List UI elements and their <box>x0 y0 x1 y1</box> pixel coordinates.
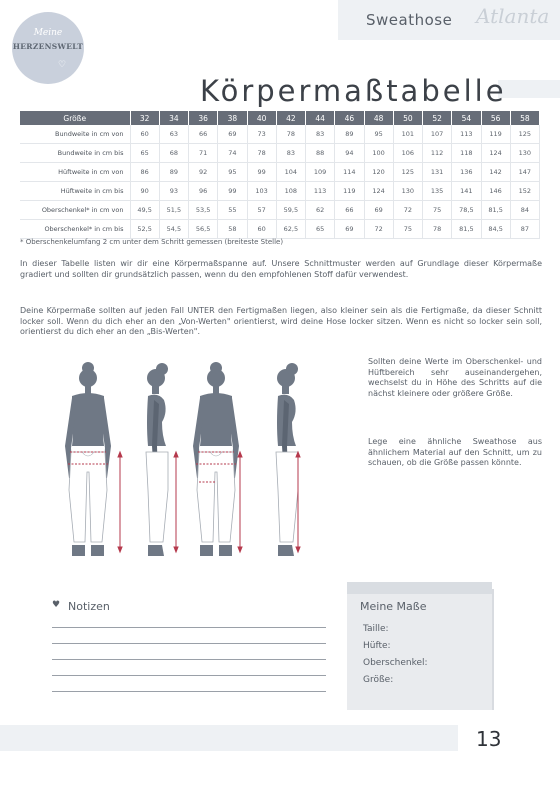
table-cell: 101 <box>393 125 422 144</box>
table-cell: 99 <box>247 163 276 182</box>
logo-heart-icon: ♡ <box>58 60 67 70</box>
footnote: * Oberschenkelumfang 2 cm unter dem Schritt gemessen (breiteste Stelle) <box>20 238 284 246</box>
thigh-hip-advice: Sollten deine Werte im Oberschenkel- und Hüftbereich sehr auseinandergehen, wechselst du in Höhe des Schritts auf die nächst kleinere oder größere Größe. <box>368 357 542 398</box>
table-cell: 72 <box>364 220 393 239</box>
table-cell: 55 <box>218 201 247 220</box>
table-cell: 125 <box>510 125 539 144</box>
table-cell: 94 <box>335 144 364 163</box>
row-label: Bundweite in cm von <box>20 125 130 144</box>
size-header-cell: 44 <box>306 111 335 125</box>
page-number: 13 <box>476 727 502 751</box>
table-cell: 75 <box>393 220 422 239</box>
table-cell: 113 <box>452 125 481 144</box>
size-header-cell: 36 <box>189 111 218 125</box>
size-header-cell: 34 <box>159 111 188 125</box>
table-cell: 130 <box>510 144 539 163</box>
waist-field[interactable]: Taille: <box>363 624 389 634</box>
row-label: Oberschenkel* in cm von <box>20 201 130 220</box>
table-cell: 95 <box>218 163 247 182</box>
table-cell: 60 <box>247 220 276 239</box>
table-cell: 53,5 <box>189 201 218 220</box>
table-cell: 124 <box>481 144 510 163</box>
table-cell: 119 <box>481 125 510 144</box>
table-cell: 69 <box>335 220 364 239</box>
title-decoration <box>498 80 560 98</box>
note-line[interactable] <box>52 659 326 660</box>
table-header-row <box>20 111 540 125</box>
page-title: Körpermaßtabelle <box>200 74 507 108</box>
table-cell: 69 <box>364 201 393 220</box>
table-cell: 58 <box>218 220 247 239</box>
table-cell: 147 <box>510 163 539 182</box>
table-row <box>20 144 540 163</box>
table-cell: 88 <box>306 144 335 163</box>
table-row <box>20 182 540 201</box>
table-cell: 81,5 <box>481 201 510 220</box>
table-cell: 114 <box>335 163 364 182</box>
table-cell: 109 <box>306 163 335 182</box>
table-cell: 112 <box>423 144 452 163</box>
pattern-name: Sweathose <box>366 11 453 29</box>
logo-main-text: HERZENSWELT <box>12 42 84 51</box>
size-header-label: Größe <box>20 111 130 125</box>
row-label: Oberschenkel* in cm bis <box>20 220 130 239</box>
table-cell: 66 <box>335 201 364 220</box>
body-measurement-illustration <box>58 360 308 570</box>
table-cell: 59,5 <box>276 201 305 220</box>
hip-field[interactable]: Hüfte: <box>363 641 391 651</box>
size-header-cell: 32 <box>130 111 159 125</box>
table-cell: 60 <box>130 125 159 144</box>
table-cell: 65 <box>130 144 159 163</box>
table-cell: 78,5 <box>452 201 481 220</box>
table-cell: 118 <box>452 144 481 163</box>
intro-paragraph: In dieser Tabelle listen wir dir eine Körpermaßspanne auf. Unsere Schnittmuster werden auf Grundlage dieser Körpermaße gradiert und sollten dir grundsätzlich passen, wenn du den empfohlenen Stoff dafür verwendest. <box>20 259 542 279</box>
table-cell: 54,5 <box>159 220 188 239</box>
size-header-cell: 54 <box>452 111 481 125</box>
size-header-cell: 46 <box>335 111 364 125</box>
table-cell: 75 <box>423 201 452 220</box>
size-header-cell: 52 <box>423 111 452 125</box>
table-cell: 146 <box>481 182 510 201</box>
thigh-field[interactable]: Oberschenkel: <box>363 658 428 668</box>
table-cell: 86 <box>130 163 159 182</box>
table-cell: 100 <box>364 144 393 163</box>
size-field[interactable]: Größe: <box>363 675 394 685</box>
table-cell: 57 <box>247 201 276 220</box>
table-cell: 87 <box>510 220 539 239</box>
row-label: Hüftweite in cm von <box>20 163 130 182</box>
table-cell: 52,5 <box>130 220 159 239</box>
table-cell: 81,5 <box>452 220 481 239</box>
logo-script-text: Meine <box>33 28 63 38</box>
table-cell: 68 <box>159 144 188 163</box>
table-cell: 130 <box>393 182 422 201</box>
table-cell: 84,5 <box>481 220 510 239</box>
table-cell: 131 <box>423 163 452 182</box>
table-cell: 65 <box>306 220 335 239</box>
table-cell: 74 <box>218 144 247 163</box>
table-cell: 113 <box>306 182 335 201</box>
size-header-cell: 40 <box>247 111 276 125</box>
table-cell: 108 <box>276 182 305 201</box>
table-cell: 62,5 <box>276 220 305 239</box>
table-cell: 62 <box>306 201 335 220</box>
tape-strip <box>347 582 492 594</box>
footer-bar <box>0 725 458 751</box>
table-cell: 99 <box>218 182 247 201</box>
note-line[interactable] <box>52 691 326 692</box>
note-line[interactable] <box>52 643 326 644</box>
fit-paragraph: Deine Körpermaße sollten auf jeden Fall UNTER den Fertigmaßen liegen, also kleiner sein als die Fertigmaße, da dieser Schnitt locker soll. Wenn du dich eher an den „Von-Werten" orientierst, wird deine Hose locker sitzen. Wenn es nicht so locker sein soll, orientierst du dich eher an den „Bis-Werten". <box>20 306 542 336</box>
table-cell: 66 <box>189 125 218 144</box>
table-cell: 49,5 <box>130 201 159 220</box>
size-header-cell: 50 <box>393 111 422 125</box>
heart-icon: ♥ <box>52 600 61 610</box>
table-row <box>20 163 540 182</box>
table-cell: 71 <box>189 144 218 163</box>
table-cell: 63 <box>159 125 188 144</box>
logo <box>12 12 84 84</box>
table-cell: 73 <box>247 125 276 144</box>
table-cell: 152 <box>510 182 539 201</box>
table-cell: 93 <box>159 182 188 201</box>
table-cell: 56,5 <box>189 220 218 239</box>
table-cell: 92 <box>189 163 218 182</box>
my-measurements-title: Meine Maße <box>360 600 427 613</box>
pattern-script-name: Atlanta <box>476 4 550 28</box>
note-line[interactable] <box>52 675 326 676</box>
table-cell: 107 <box>423 125 452 144</box>
table-cell: 83 <box>276 144 305 163</box>
size-header-cell: 42 <box>276 111 305 125</box>
size-header-cell: 48 <box>364 111 393 125</box>
table-cell: 78 <box>247 144 276 163</box>
table-cell: 90 <box>130 182 159 201</box>
note-line[interactable] <box>52 627 326 628</box>
compare-advice: Lege eine ähnliche Sweathose aus ähnlichem Material auf den Schnitt, um zu schauen, ob die Größe passen könnte. <box>368 437 542 467</box>
table-cell: 89 <box>335 125 364 144</box>
table-cell: 78 <box>423 220 452 239</box>
table-cell: 84 <box>510 201 539 220</box>
size-table <box>20 111 540 239</box>
table-cell: 78 <box>276 125 305 144</box>
notes-label: Notizen <box>68 600 110 613</box>
table-cell: 104 <box>276 163 305 182</box>
table-cell: 141 <box>452 182 481 201</box>
table-cell: 72 <box>393 201 422 220</box>
table-cell: 136 <box>452 163 481 182</box>
size-header-cell: 56 <box>481 111 510 125</box>
table-row <box>20 125 540 144</box>
table-row <box>20 220 540 239</box>
table-cell: 124 <box>364 182 393 201</box>
table-cell: 89 <box>159 163 188 182</box>
table-cell: 120 <box>364 163 393 182</box>
size-header-cell: 58 <box>510 111 539 125</box>
table-row <box>20 201 540 220</box>
table-cell: 125 <box>393 163 422 182</box>
table-cell: 106 <box>393 144 422 163</box>
table-cell: 142 <box>481 163 510 182</box>
table-cell: 135 <box>423 182 452 201</box>
table-cell: 83 <box>306 125 335 144</box>
table-cell: 69 <box>218 125 247 144</box>
row-label: Bundweite in cm bis <box>20 144 130 163</box>
table-cell: 119 <box>335 182 364 201</box>
table-cell: 96 <box>189 182 218 201</box>
row-label: Hüftweite in cm bis <box>20 182 130 201</box>
table-cell: 95 <box>364 125 393 144</box>
table-cell: 51,5 <box>159 201 188 220</box>
table-cell: 103 <box>247 182 276 201</box>
size-header-cell: 38 <box>218 111 247 125</box>
